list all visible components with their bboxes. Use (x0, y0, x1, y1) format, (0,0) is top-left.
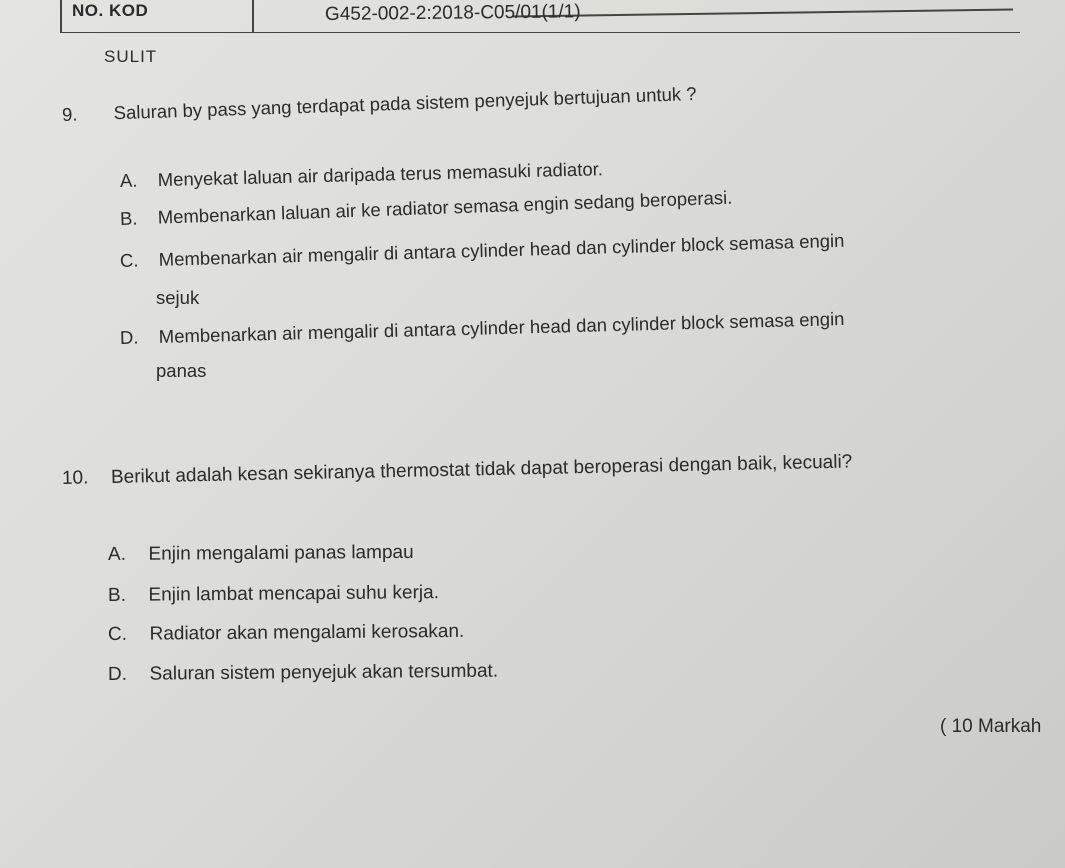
option-text: Membenarkan air mengalir di antara cylinder head dan cylinder block semasa engin (158, 229, 845, 270)
question-number: 10. (61, 467, 89, 489)
option-letter: C. (119, 249, 139, 271)
option-letter: A. (119, 169, 138, 191)
option-letter: B. (119, 207, 138, 229)
header-divider (252, 0, 254, 32)
option-10a (108, 542, 414, 566)
header-code: G452-002-2:2018-C05/01(1/1) (324, 1, 581, 25)
total-marks: ( 10 Markah (940, 716, 1042, 737)
option-9c-continuation: sejuk (156, 287, 200, 308)
option-10b (108, 582, 439, 607)
option-letter: A. (107, 543, 127, 565)
option-text: Saluran sistem penyejuk akan tersumbat. (149, 660, 499, 685)
option-9c (120, 230, 845, 272)
question-10 (62, 451, 853, 490)
question-9 (62, 83, 697, 126)
option-9d (120, 308, 845, 349)
option-9d-continuation: panas (156, 360, 207, 381)
option-letter: C. (107, 623, 128, 645)
option-letter: B. (107, 584, 127, 606)
option-letter: D. (107, 663, 128, 685)
option-10d (108, 661, 498, 686)
option-10c (108, 621, 464, 646)
option-text: Enjin lambat mencapai suhu kerja. (148, 582, 440, 606)
option-text: Membenarkan air mengalir di antara cylinder head dan cylinder block semasa engin (158, 308, 845, 347)
question-number: 9. (61, 103, 78, 125)
option-9b (120, 187, 733, 230)
option-text: Radiator akan mengalami kerosakan. (149, 620, 465, 645)
option-9a (120, 158, 603, 192)
question-text: Saluran by pass yang terdapat pada sistem penyejuk bertujuan untuk ? (113, 82, 697, 124)
question-text: Berikut adalah kesan sekiranya thermostat tidak dapat beroperasi dengan baik, kecuali? (110, 451, 853, 488)
classification-label: SULIT (104, 47, 158, 66)
option-letter: D. (119, 326, 139, 348)
header-label: NO. KOD (72, 1, 149, 20)
header-divider (60, 0, 62, 32)
option-text: Membenarkan laluan air ke radiator semasa engin sedang beroperasi. (157, 186, 733, 228)
option-text: Enjin mengalami panas lampau (148, 541, 414, 565)
option-text: Menyekat laluan air daripada terus memasuki radiator. (157, 158, 604, 191)
